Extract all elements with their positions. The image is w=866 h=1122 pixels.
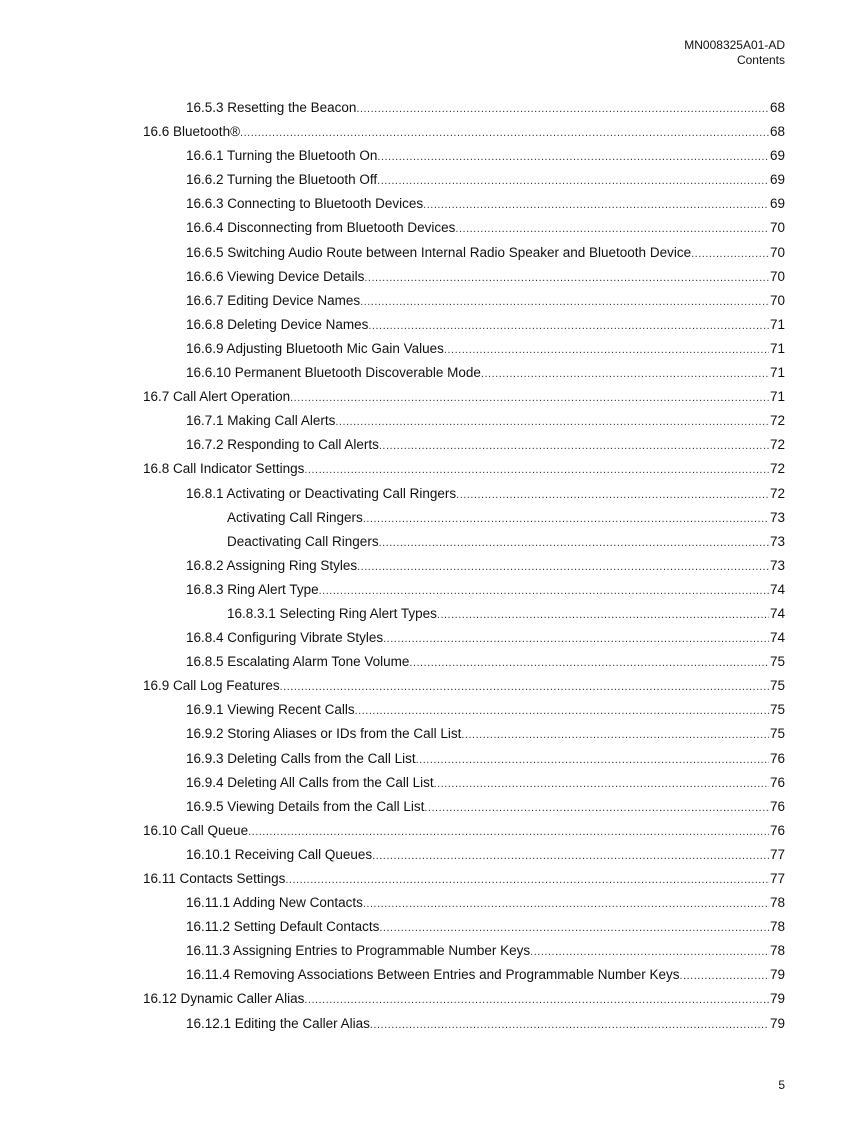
toc-entry[interactable] — [143, 915, 785, 939]
toc-entry-title: 16.6.2 Turning the Bluetooth Off — [186, 172, 378, 188]
toc-entry-title: 16.11.2 Setting Default Contacts — [186, 919, 380, 935]
toc-entry[interactable] — [143, 168, 785, 192]
toc-entry-title: 16.11.3 Assigning Entries to Programmable Number Keys — [186, 943, 531, 959]
toc-leader-dots — [437, 603, 769, 627]
toc-entry-page: 75 — [769, 678, 785, 694]
toc-entry[interactable] — [143, 939, 785, 963]
toc-entry[interactable] — [143, 241, 785, 265]
toc-entry[interactable] — [143, 650, 785, 674]
toc-leader-dots — [364, 266, 769, 290]
toc-entry-page: 71 — [769, 365, 785, 381]
toc-leader-dots — [335, 410, 769, 434]
toc-entry[interactable] — [143, 891, 785, 915]
toc-entry[interactable] — [143, 313, 785, 337]
toc-entry-page: 77 — [769, 846, 785, 862]
toc-entry-title: 16.8.3.1 Selecting Ring Alert Types — [227, 605, 437, 621]
toc-entry-page: 78 — [769, 943, 785, 959]
toc-entry-title: 16.8.2 Assigning Ring Styles — [186, 557, 358, 573]
page-number: 5 — [778, 1078, 785, 1092]
toc-entry-page: 72 — [769, 413, 785, 429]
toc-entry-page: 75 — [769, 726, 785, 742]
toc-leader-dots — [363, 507, 769, 531]
toc-entry-page: 78 — [769, 895, 785, 911]
toc-entry[interactable] — [143, 216, 785, 240]
toc-leader-dots — [383, 627, 769, 651]
toc-entry[interactable] — [143, 1012, 785, 1036]
toc-entry-page: 69 — [769, 172, 785, 188]
toc-entry[interactable] — [143, 963, 785, 987]
toc-entry-title: 16.9.3 Deleting Calls from the Call List — [186, 750, 416, 766]
toc-leader-dots — [240, 121, 769, 145]
toc-entry[interactable] — [143, 771, 785, 795]
toc-entry[interactable] — [143, 578, 785, 602]
toc-leader-dots — [304, 988, 769, 1012]
toc-entry[interactable] — [143, 409, 785, 433]
toc-entry-page: 78 — [769, 919, 785, 935]
toc-entry-page: 74 — [769, 605, 785, 621]
toc-leader-dots — [416, 748, 769, 772]
toc-entry-page: 79 — [769, 991, 785, 1007]
toc-entry[interactable] — [143, 144, 785, 168]
toc-leader-dots — [368, 314, 769, 338]
toc-entry[interactable] — [143, 554, 785, 578]
toc-entry-page: 72 — [769, 461, 785, 477]
toc-entry[interactable] — [143, 433, 785, 457]
toc-entry-title: 16.11 Contacts Settings — [143, 871, 286, 886]
toc-leader-dots — [360, 290, 769, 314]
toc-leader-dots — [285, 868, 769, 892]
toc-entry-title: 16.9.5 Viewing Details from the Call List — [186, 798, 425, 814]
toc-entry-title: Activating Call Ringers — [227, 509, 363, 525]
toc-entry-title: 16.8.4 Configuring Vibrate Styles — [186, 630, 384, 646]
toc-entry-title: 16.6.4 Disconnecting from Bluetooth Devices — [186, 220, 456, 236]
section-title: Contents — [736, 53, 785, 67]
toc-leader-dots — [319, 579, 769, 603]
toc-entry-title: Deactivating Call Ringers — [227, 533, 379, 549]
toc-leader-dots — [372, 844, 769, 868]
toc-entry[interactable] — [143, 506, 785, 530]
toc-leader-dots — [423, 193, 769, 217]
toc-entry-page: 74 — [769, 630, 785, 646]
toc-entry[interactable] — [143, 289, 785, 313]
toc-entry-page: 71 — [769, 389, 785, 405]
toc-leader-dots — [444, 338, 769, 362]
toc-entry-page: 71 — [769, 340, 785, 356]
toc-entry-title: 16.10.1 Receiving Call Queues — [186, 846, 373, 862]
toc-entry-page: 76 — [769, 822, 785, 838]
toc-entry-title: 16.8.1 Activating or Deactivating Call Ringers — [186, 485, 457, 501]
toc-entry-title: 16.9.2 Storing Aliases or IDs from the Call List — [186, 726, 462, 742]
toc-entry-title: 16.11.1 Adding New Contacts — [186, 895, 363, 911]
toc-leader-dots — [248, 820, 769, 844]
toc-entry-title: 16.7 Call Alert Operation — [143, 389, 291, 405]
toc-entry-page: 72 — [769, 485, 785, 501]
toc-entry-title: 16.12 Dynamic Caller Alias — [143, 991, 305, 1007]
toc-entry-page: 76 — [769, 750, 785, 766]
toc-entry-title: 16.8.3 Ring Alert Type — [186, 581, 319, 597]
toc-entry-page: 75 — [769, 654, 785, 670]
toc-entry[interactable] — [143, 530, 785, 554]
toc-entry-title: 16.11.4 Removing Associations Between Entries and Programmable Number Keys — [186, 967, 680, 983]
toc-entry[interactable] — [143, 482, 785, 506]
toc-leader-dots — [357, 555, 769, 579]
toc-entry[interactable] — [143, 602, 785, 626]
toc-entry[interactable] — [143, 96, 785, 120]
toc-entry[interactable] — [143, 747, 785, 771]
toc-leader-dots — [280, 675, 769, 699]
toc-leader-dots — [691, 242, 769, 266]
toc-entry-page: 70 — [769, 244, 785, 260]
toc-leader-dots — [455, 217, 769, 241]
toc-entry-page: 69 — [769, 148, 785, 164]
toc-entry[interactable] — [143, 120, 785, 144]
toc-entry[interactable] — [143, 337, 785, 361]
toc-leader-dots — [377, 169, 769, 193]
toc-entry-page: 70 — [769, 220, 785, 236]
toc-leader-dots — [481, 362, 769, 386]
toc-entry[interactable] — [143, 674, 785, 698]
toc-leader-dots — [379, 531, 769, 555]
toc-entry-title: 16.6.5 Switching Audio Route between Internal Radio Speaker and Bluetooth Device — [186, 244, 692, 260]
toc-entry-title: 16.8.5 Escalating Alarm Tone Volume — [186, 654, 410, 670]
toc-leader-dots — [424, 796, 769, 820]
toc-entry-title: 16.6 Bluetooth® — [143, 124, 241, 140]
toc-entry-title: 16.6.10 Permanent Bluetooth Discoverable Mode — [186, 365, 481, 381]
toc-entry-page: 77 — [769, 871, 785, 886]
toc-entry-title: 16.6.8 Deleting Device Names — [186, 316, 369, 332]
toc-entry-title: 16.6.3 Connecting to Bluetooth Devices — [186, 196, 424, 212]
toc-entry[interactable] — [143, 987, 785, 1011]
toc-entry-page: 73 — [769, 509, 785, 525]
toc-entry-page: 73 — [769, 533, 785, 549]
toc-entry-title: 16.6.6 Viewing Device Details — [186, 268, 365, 284]
toc-entry-page: 70 — [769, 292, 785, 308]
toc-entry-title: 16.12.1 Editing the Caller Alias — [186, 1015, 370, 1031]
toc-entry-page: 68 — [769, 124, 785, 140]
toc-entry-page: 72 — [769, 437, 785, 453]
toc-leader-dots — [409, 651, 769, 675]
toc-leader-dots — [370, 1013, 769, 1037]
toc-leader-dots — [530, 940, 769, 964]
toc-entry[interactable] — [143, 698, 785, 722]
toc-entry[interactable] — [143, 795, 785, 819]
toc-entry-title: 16.5.3 Resetting the Beacon — [186, 100, 357, 115]
toc-entry[interactable] — [143, 361, 785, 385]
toc-leader-dots — [290, 386, 769, 410]
toc-entry-page: 74 — [769, 581, 785, 597]
toc-leader-dots — [456, 483, 769, 507]
document-id: MN008325A01-AD — [684, 38, 785, 52]
toc-entry-title: 16.9 Call Log Features — [143, 678, 280, 694]
toc-entry-title: 16.7.1 Making Call Alerts — [186, 413, 336, 429]
toc-entry-page: 79 — [769, 967, 785, 983]
toc-leader-dots — [680, 964, 769, 988]
toc-entry-title: 16.6.9 Adjusting Bluetooth Mic Gain Values — [186, 340, 444, 356]
toc-entry[interactable] — [143, 457, 785, 481]
toc-entry-page: 73 — [769, 557, 785, 573]
toc-entry-title: 16.7.2 Responding to Call Alerts — [186, 437, 379, 453]
toc-leader-dots — [379, 916, 769, 940]
toc-entry[interactable] — [143, 265, 785, 289]
toc-entry-page: 71 — [769, 316, 785, 332]
toc-entry[interactable] — [143, 192, 785, 216]
toc-entry-page: 68 — [769, 100, 785, 115]
toc-leader-dots — [363, 892, 769, 916]
toc-entry[interactable] — [143, 722, 785, 746]
toc-leader-dots — [355, 699, 769, 723]
toc-leader-dots — [379, 434, 769, 458]
toc-entry-page: 75 — [769, 702, 785, 718]
toc-leader-dots — [304, 458, 769, 482]
toc-entry[interactable] — [143, 626, 785, 650]
toc-entry-title: 16.8 Call Indicator Settings — [143, 461, 305, 477]
toc-leader-dots — [434, 772, 769, 796]
table-of-contents — [143, 96, 785, 1036]
toc-entry[interactable] — [143, 819, 785, 843]
toc-entry-title: 16.10 Call Queue — [143, 822, 249, 838]
toc-leader-dots — [377, 145, 769, 169]
toc-entry-page: 70 — [769, 268, 785, 284]
toc-entry-title: 16.9.1 Viewing Recent Calls — [186, 702, 355, 718]
toc-entry-page: 76 — [769, 774, 785, 790]
toc-entry-title: 16.6.7 Editing Device Names — [186, 292, 361, 308]
toc-entry-page: 79 — [769, 1015, 785, 1031]
page-header — [684, 38, 785, 68]
toc-entry-page: 76 — [769, 798, 785, 814]
toc-leader-dots — [461, 723, 769, 747]
toc-entry-title: 16.6.1 Turning the Bluetooth On — [186, 148, 378, 164]
toc-entry[interactable] — [143, 843, 785, 867]
toc-entry[interactable] — [143, 867, 785, 891]
toc-entry[interactable] — [143, 385, 785, 409]
toc-leader-dots — [356, 97, 769, 121]
toc-entry-title: 16.9.4 Deleting All Calls from the Call List — [186, 774, 434, 790]
toc-entry-page: 69 — [769, 196, 785, 212]
